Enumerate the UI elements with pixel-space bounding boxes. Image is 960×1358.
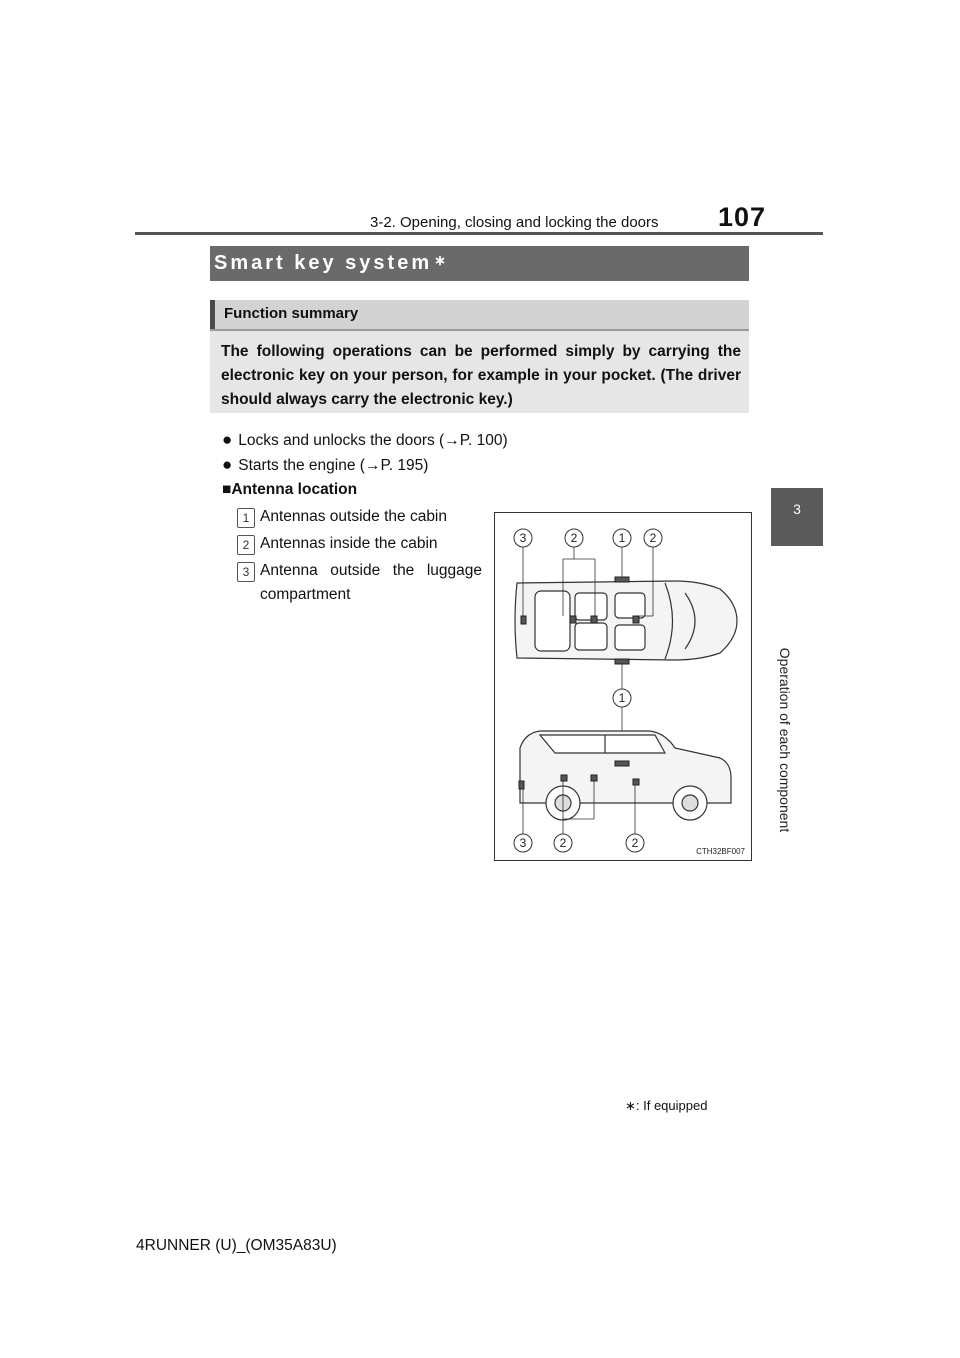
callout-badge: 1 [237,508,255,528]
title-bar [210,246,749,281]
callout-label: 1 [618,691,626,705]
vehicle-diagram [495,513,751,860]
summary-text: The following operations can be performed simply by carrying the electronic key on your person, for example in your pocket. (The driver should always carry the electronic key.) [221,343,741,408]
header-rule [135,232,823,235]
subheading-bar [210,300,749,331]
callout-badge: 3 [237,562,255,582]
bullet-dot: ● [222,430,233,449]
subheading-accent [210,300,215,329]
antenna-figure [494,512,752,861]
chapter-number: 3 [793,501,801,517]
vehicle-side-view [520,731,731,820]
callout-label: 2 [631,836,639,850]
chapter-title: Operation of each component [777,647,793,833]
callout-label: 3 [519,531,527,545]
antenna-item-text: Antennas inside the cabin [260,535,438,552]
antenna-item-text: Antennas outside the cabin [260,508,447,525]
summary-box [210,331,749,413]
vehicle-top-view [515,581,737,660]
antenna-item-text: Antenna outside the luggage compartment [260,562,482,603]
callout-label: 2 [559,836,567,850]
footnote: ∗: If equipped [625,1098,708,1113]
page-title [214,252,446,275]
bullet-item [222,455,428,475]
section-header: 3-2. Opening, closing and locking the doors [370,214,659,231]
bullet-text: Locks and unlocks the doors (→P. 100) [238,432,508,449]
callout-label: 2 [570,531,578,545]
page-title-text: Smart key system [214,252,433,274]
callout-badge: 2 [237,535,255,555]
page-number: 107 [718,202,767,232]
chapter-tab[interactable] [771,488,823,546]
subheading: Function summary [224,305,359,322]
antenna-heading: ■Antenna location [222,481,358,498]
figure-code: CTH32BF007 [696,847,745,856]
callout-label: 2 [649,531,657,545]
bullet-item [222,430,508,450]
footer-model: 4RUNNER (U)_(OM35A83U) [136,1237,337,1254]
callout-label: 1 [618,531,626,545]
bullet-dot: ● [222,455,233,474]
bullet-text: Starts the engine (→P. 195) [238,457,429,474]
callout-label: 3 [519,836,527,850]
if-equipped-marker: ∗ [434,252,446,268]
